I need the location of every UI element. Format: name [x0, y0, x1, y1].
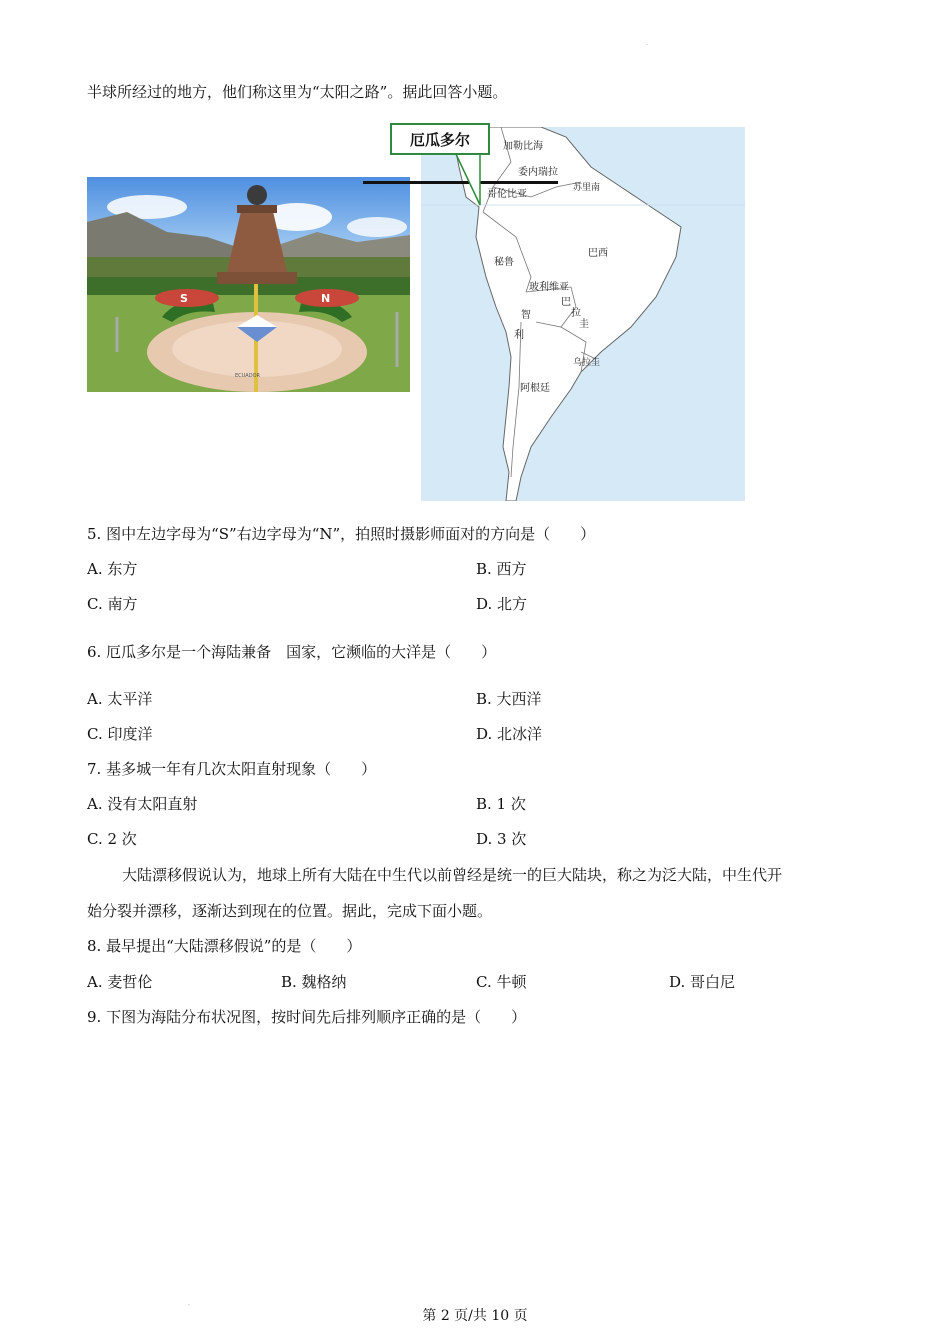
map-label-chile-2: 利	[514, 330, 524, 341]
map-label-peru: 秘鲁	[494, 257, 514, 268]
passage-line-2: 始分裂并漂移，逐渐达到现在的位置。据此，完成下面小题。	[87, 902, 493, 920]
monument-photo	[87, 177, 410, 392]
corner-dot-bottom: .	[188, 1300, 190, 1307]
question-7-option-b: B. 1 次	[476, 795, 526, 813]
question-5-option-c: C. 南方	[87, 595, 138, 613]
question-9-stem: 9. 下图为海陆分布状况图，按时间先后排列顺序正确的是（ ）	[87, 1008, 527, 1026]
photo-letter-s: S	[180, 292, 188, 305]
question-5-option-d: D. 北方	[476, 595, 528, 613]
photo-letter-n: N	[321, 292, 331, 305]
map-label-venezuela: 委内瑞拉	[518, 167, 558, 178]
question-6-stem: 6. 厄瓜多尔是一个海陆兼备 国家，它濒临的大洋是（ ）	[87, 643, 497, 661]
ecuador-callout: 厄瓜多尔	[390, 123, 490, 155]
question-8-option-a: A. 麦哲伦	[87, 973, 153, 991]
question-5-stem: 5. 图中左边字母为“S”右边字母为“N”，拍照时摄影师面对的方向是（ ）	[87, 525, 596, 543]
map-label-brazil: 巴西	[588, 248, 608, 259]
map-label-argentina: 阿根廷	[520, 383, 550, 394]
question-5-option-b: B. 西方	[476, 560, 527, 578]
map-label-paraguay-2: 拉	[571, 308, 581, 319]
question-7-option-a: A. 没有太阳直射	[87, 795, 198, 813]
page-footer: 第 2 页/共 10 页	[422, 1308, 528, 1324]
map-label-colombia: 哥伦比亚	[487, 189, 527, 200]
map-label-chile-1: 智	[521, 310, 531, 321]
map-label-caribbean: 加勒比海	[503, 141, 543, 152]
photo-plaque: ECUADOR	[235, 373, 260, 379]
question-6-option-b: B. 大西洋	[476, 690, 542, 708]
callout-pointer	[450, 150, 490, 210]
question-7-option-d: D. 3 次	[476, 830, 527, 848]
intro-text: 半球所经过的地方，他们称这里为“太阳之路”。据此回答小题。	[87, 83, 508, 101]
map-label-suriname: 苏里南	[573, 183, 601, 193]
question-8-option-b: B. 魏格纳	[281, 973, 347, 991]
passage-line-1: 大陆漂移假说认为，地球上所有大陆在中生代以前曾经是统一的巨大陆块，称之为泛大陆，中生代开	[122, 866, 783, 884]
question-6-option-d: D. 北冰洋	[476, 725, 543, 743]
corner-dot-top: .	[646, 40, 648, 47]
map-label-paraguay-3: 圭	[579, 319, 589, 330]
question-6-option-c: C. 印度洋	[87, 725, 153, 743]
question-7-stem: 7. 基多城一年有几次太阳直射现象（ ）	[87, 760, 377, 778]
question-8-option-d: D. 哥白尼	[669, 973, 736, 991]
map-label-uruguay: 乌拉圭	[573, 358, 601, 368]
map-label-paraguay-1: 巴	[561, 297, 571, 308]
question-8-option-c: C. 牛顿	[476, 973, 527, 991]
map-label-bolivia: 玻利维亚	[529, 282, 569, 293]
question-5-option-a: A. 东方	[87, 560, 138, 578]
question-7-option-c: C. 2 次	[87, 830, 137, 848]
question-8-stem: 8. 最早提出“大陆漂移假说”的是（ ）	[87, 937, 362, 955]
question-6-option-a: A. 太平洋	[87, 690, 153, 708]
